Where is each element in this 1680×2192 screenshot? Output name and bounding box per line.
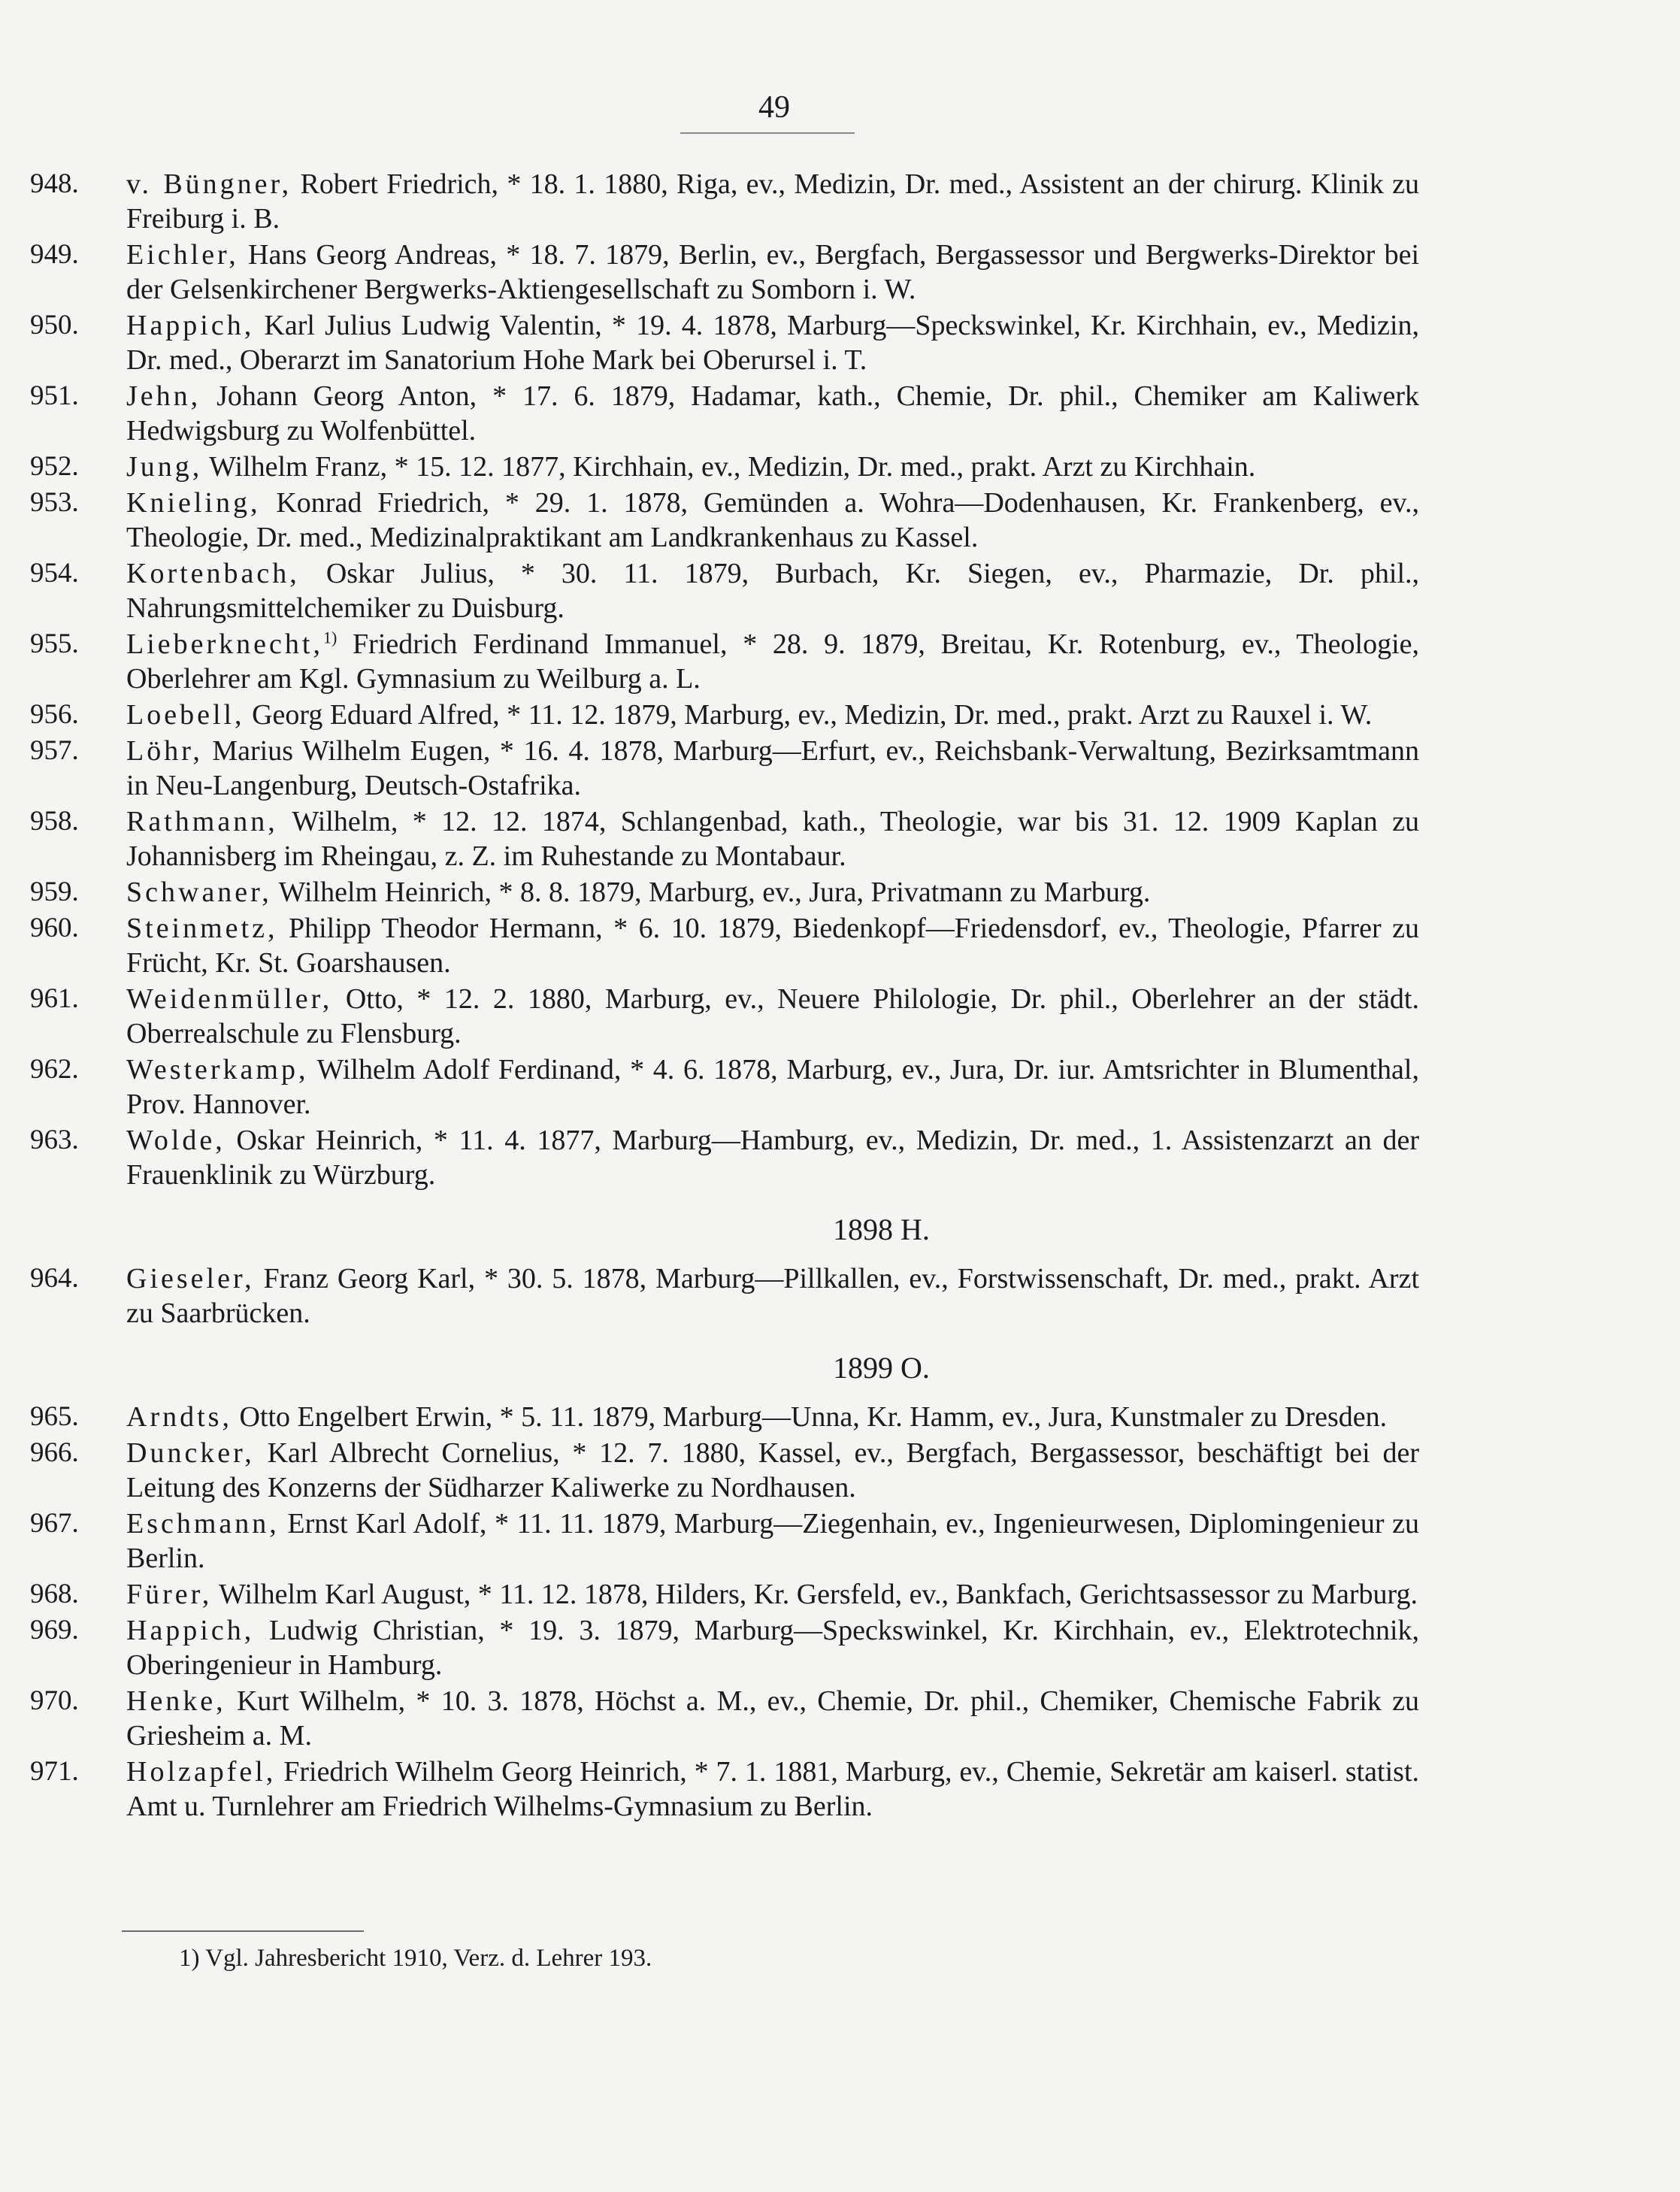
entry-details: Ludwig Christian, * 19. 3. 1879, Marburg—Speckswinkel, Kr. Kirchhain, ev., Elektrotechnik, Oberingenieur in Hamburg. [126, 1615, 1420, 1681]
entry-surname: Wolde, [126, 1125, 226, 1156]
entry-body [126, 1506, 1419, 1577]
entry-row [0, 911, 1680, 982]
entry-surname: Fürer, [126, 1579, 213, 1610]
entry-surname: Arndts, [126, 1401, 232, 1433]
entry-details: Johann Georg Anton, * 17. 6. 1879, Hadamar, kath., Chemie, Dr. phil., Chemiker am Kaliwerk Hedwigsburg zu Wolfenbüttel. [126, 380, 1420, 447]
entry-row [0, 875, 1680, 911]
entry-details: Wilhelm Adolf Ferdinand, * 4. 6. 1878, Marburg, ev., Jura, Dr. iur. Amtsrichter in Blumenthal, Prov. Hannover. [126, 1054, 1419, 1120]
footnote-marker: 1) [322, 628, 338, 647]
entry-row [0, 1684, 1680, 1755]
entry-body [126, 486, 1419, 556]
entry-body [126, 804, 1419, 875]
entry-details: Franz Georg Karl, * 30. 5. 1878, Marburg—Pillkallen, ev., Forstwissenschaft, Dr. med., prakt. Arzt zu Saarbrücken. [126, 1263, 1420, 1329]
entry-details: Wilhelm Heinrich, * 8. 8. 1879, Marburg, ev., Jura, Privatmann zu Marburg. [278, 876, 1151, 908]
entry-details: Hans Georg Andreas, * 18. 7. 1879, Berlin, ev., Bergfach, Bergassessor und Bergwerks-Direktor bei der Gelsenkirchener Bergwerks-Aktiengesellschaft zu Somborn i. W. [126, 239, 1419, 305]
entry-surname: Jehn, [126, 380, 201, 412]
entry-surname: Kortenbach, [126, 558, 300, 589]
entries-1899 [0, 1400, 1680, 1825]
footnote: 1) Vgl. Jahresbericht 1910, Verz. d. Lehrer 193. [179, 1945, 652, 1972]
entry-row [0, 982, 1680, 1052]
entry-row [0, 379, 1680, 450]
entry-number: 967. [30, 1508, 79, 1539]
entry-surname: Holzapfel, [126, 1756, 277, 1788]
entry-row [0, 308, 1680, 379]
entry-number: 954. [30, 558, 79, 589]
entry-row [0, 1261, 1680, 1332]
entry-details: Marius Wilhelm Eugen, * 16. 4. 1878, Marburg—Erfurt, ev., Reichsbank-Verwaltung, Bezirksamtmann in Neu-Langenburg, Deutsch-Ostafrika. [126, 735, 1419, 801]
entry-surname: Westerkamp, [126, 1054, 309, 1085]
entry-number: 962. [30, 1054, 79, 1085]
entry-surname: Jung, [126, 451, 203, 483]
entry-row [0, 238, 1680, 308]
entry-details: Otto, * 12. 2. 1880, Marburg, ev., Neuere Philologie, Dr. phil., Oberlehrer an der städt. Oberrealschule zu Flensburg. [126, 983, 1419, 1049]
entry-surname: Happich, [126, 1615, 255, 1646]
entry-surname: Rathmann, [126, 806, 278, 837]
entry-row [0, 486, 1680, 556]
entry-row [0, 1577, 1680, 1613]
entry-body [126, 911, 1419, 982]
entry-body [126, 1261, 1419, 1332]
entry-surname: Weidenmüller, [126, 983, 333, 1015]
entry-body [126, 1436, 1419, 1506]
entry-details: Ernst Karl Adolf, * 11. 11. 1879, Marburg—Ziegenhain, ev., Ingenieurwesen, Diplomingenieur zu Berlin. [126, 1508, 1419, 1574]
entry-details: Oskar Heinrich, * 11. 4. 1877, Marburg—Hamburg, ev., Medizin, Dr. med., 1. Assistenzarzt an der Frauenklinik zu Würzburg. [126, 1125, 1419, 1191]
entry-details: Georg Eduard Alfred, * 11. 12. 1879, Marburg, ev., Medizin, Dr. med., prakt. Arzt zu Rauxel i. W. [252, 699, 1373, 731]
entry-number: 952. [30, 451, 79, 482]
entry-row [0, 1436, 1680, 1506]
entry-details: Friedrich Wilhelm Georg Heinrich, * 7. 1. 1881, Marburg, ev., Chemie, Sekretär am kaiserl. statist. Amt u. Turnlehrer am Friedrich Wilhelms-Gymnasium zu Berlin. [126, 1756, 1419, 1822]
entry-number: 968. [30, 1579, 79, 1609]
entry-details: Oskar Julius, * 30. 11. 1879, Burbach, Kr. Siegen, ev., Pharmazie, Dr. phil., Nahrungsmittelchemiker zu Duisburg. [126, 558, 1420, 624]
entry-details: Friedrich Ferdinand Immanuel, * 28. 9. 1879, Breitau, Kr. Rotenburg, ev., Theologie, Oberlehrer am Kgl. Gymnasium zu Weilburg a. L. [126, 628, 1419, 695]
entry-details: Otto Engelbert Erwin, * 5. 11. 1879, Marburg—Unna, Kr. Hamm, ev., Jura, Kunstmaler zu Dresden. [239, 1401, 1388, 1433]
entry-details: Konrad Friedrich, * 29. 1. 1878, Gemünden a. Wohra—Dodenhausen, Kr. Frankenberg, ev., Theologie, Dr. med., Medizinalpraktikant am Landkrankenhaus zu Kassel. [126, 487, 1420, 553]
entry-surname: Happich, [126, 310, 255, 341]
entry-details: Karl Julius Ludwig Valentin, * 19. 4. 1878, Marburg—Speckswinkel, Kr. Kirchhain, ev., Medizin, Dr. med., Oberarzt im Sanatorium Hohe Mark bei Oberursel i. T. [126, 310, 1420, 376]
entry-body [126, 1755, 1419, 1825]
footnote-rule [122, 1930, 364, 1932]
entry-body [126, 1613, 1419, 1684]
entry-body [126, 450, 1419, 486]
entry-number: 963. [30, 1125, 79, 1155]
entry-surname: Eschmann, [126, 1508, 280, 1540]
entry-row [0, 698, 1680, 734]
entry-number: 951. [30, 380, 79, 411]
entry-number: 958. [30, 806, 79, 837]
entry-details: Wilhelm, * 12. 12. 1874, Schlangenbad, kath., Theologie, war bis 31. 12. 1909 Kaplan zu Johannisberg im Rheingau, z. Z. im Ruhestande zu Montabaur. [126, 806, 1419, 872]
entry-body [126, 238, 1419, 308]
entry-surname: Steinmetz, [126, 913, 278, 944]
entry-details: Philipp Theodor Hermann, * 6. 10. 1879, Biedenkopf—Friedensdorf, ev., Theologie, Pfarrer zu Frücht, Kr. St. Goarshausen. [126, 913, 1420, 979]
entry-body [126, 875, 1419, 911]
entry-row [0, 167, 1680, 238]
entry-body [126, 1052, 1419, 1123]
entry-row [0, 1755, 1680, 1825]
entry-number: 965. [30, 1401, 79, 1432]
entry-number: 966. [30, 1437, 79, 1468]
entry-number: 955. [30, 628, 79, 659]
entry-details: Karl Albrecht Cornelius, * 12. 7. 1880, Kassel, ev., Bergfach, Bergassessor, beschäftigt bei der Leitung des Konzerns der Südharzer Kaliwerke zu Nordhausen. [126, 1437, 1419, 1503]
entry-surname: Eichler, [126, 239, 239, 271]
entry-body [126, 379, 1419, 450]
entry-body [126, 1577, 1419, 1613]
entry-row [0, 556, 1680, 627]
entry-number: 950. [30, 310, 79, 341]
entry-row [0, 627, 1680, 698]
entry-body [126, 1123, 1419, 1194]
entry-body [126, 698, 1419, 734]
entry-row [0, 1506, 1680, 1577]
entry-body [126, 734, 1419, 804]
entry-row [0, 1400, 1680, 1436]
entry-details: Wilhelm Karl August, * 11. 12. 1878, Hilders, Kr. Gersfeld, ev., Bankfach, Gerichtsassessor zu Marburg. [219, 1579, 1418, 1610]
entry-row [0, 734, 1680, 804]
entry-number: 959. [30, 876, 79, 907]
entry-number: 957. [30, 735, 79, 766]
entry-surname: v. Büngner, [126, 168, 292, 200]
entry-number: 964. [30, 1263, 79, 1294]
entry-body [126, 308, 1419, 379]
entry-surname: Duncker, [126, 1437, 255, 1469]
entry-body [126, 627, 1419, 698]
entry-number: 949. [30, 239, 79, 270]
entry-surname: Henke, [126, 1685, 226, 1717]
entry-surname: Gieseler, [126, 1263, 255, 1294]
entry-row [0, 804, 1680, 875]
entry-number: 960. [30, 913, 79, 943]
entry-details: Kurt Wilhelm, * 10. 3. 1878, Höchst a. M., ev., Chemie, Dr. phil., Chemiker, Chemische Fabrik zu Griesheim a. M. [126, 1685, 1419, 1751]
entry-details: Robert Friedrich, * 18. 1. 1880, Riga, ev., Medizin, Dr. med., Assistent an der chirurg. Klinik zu Freiburg i. B. [126, 168, 1419, 235]
entry-number: 956. [30, 699, 79, 730]
entry-row [0, 450, 1680, 486]
entry-row [0, 1052, 1680, 1123]
section-heading-1899: 1899 O. [833, 1351, 930, 1385]
entry-body [126, 556, 1419, 627]
entry-surname: Lieberknecht, [126, 628, 323, 660]
entry-details: Wilhelm Franz, * 15. 12. 1877, Kirchhain, ev., Medizin, Dr. med., prakt. Arzt zu Kirchhain. [209, 451, 1256, 483]
header-rule [680, 132, 855, 134]
entry-number: 953. [30, 487, 79, 518]
entry-number: 961. [30, 983, 79, 1014]
entry-number: 970. [30, 1685, 79, 1716]
entry-surname: Knieling, [126, 487, 261, 519]
entry-list [0, 167, 1680, 1825]
entry-body [126, 1400, 1419, 1436]
entry-surname: Loebell, [126, 699, 245, 731]
entry-body [126, 167, 1419, 238]
entry-body [126, 1684, 1419, 1755]
entry-number: 948. [30, 168, 79, 199]
entry-number: 971. [30, 1756, 79, 1787]
entry-surname: Schwaner, [126, 876, 272, 908]
page-number: 49 [758, 90, 790, 125]
entries-main [0, 167, 1680, 1194]
entry-body [126, 982, 1419, 1052]
entry-row [0, 1123, 1680, 1194]
entry-row [0, 1613, 1680, 1684]
entry-surname: Löhr, [126, 735, 203, 767]
entry-number: 969. [30, 1615, 79, 1646]
section-heading-1898: 1898 H. [833, 1213, 930, 1246]
entries-1898 [0, 1261, 1680, 1332]
